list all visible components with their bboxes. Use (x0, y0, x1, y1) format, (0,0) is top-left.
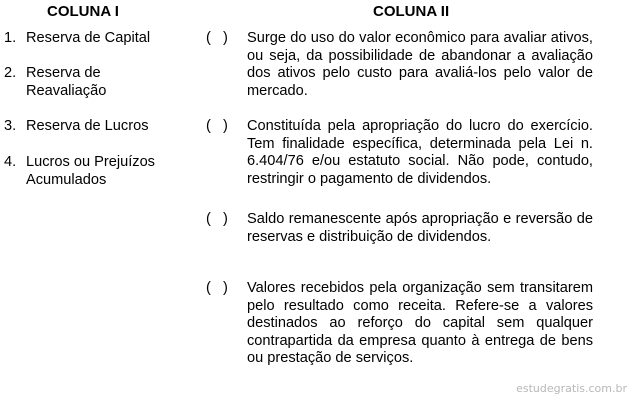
item-text: Reserva de Capital (26, 30, 151, 46)
answer-blank[interactable]: ( ) (206, 280, 228, 296)
item-description: Surge do uso do valor econômico para avaliar ativos, ou seja, da possibilidade de abandonar a avaliação dos ativos pelo custo para avaliá-los pelo valor de mercado. (247, 30, 593, 99)
item-number: 2. (4, 65, 17, 81)
item-text: Reserva de Reavaliação (26, 65, 107, 99)
answer-blank[interactable]: ( ) (206, 118, 228, 134)
item-number: 4. (4, 154, 17, 170)
watermark: estudegratis.com.br (516, 381, 627, 395)
item-number: 3. (4, 118, 17, 134)
item-description: Saldo remanescente após apropriação e reversão de reservas e distribuição de dividendos. (247, 211, 593, 245)
item-description: Valores recebidos pela organização sem transitarem pelo resultado como receita. Refere-se a valores destinados ao reforço do capital sem qualquer contrapartida da empresa quanto à entrega de bens ou prestação de serviços. (247, 280, 593, 366)
item-number: 1. (4, 30, 17, 46)
item-description: Constituída pela apropriação do lucro do exercício. Tem finalidade específica, determinada pela Lei n. 6.404/76 e/ou estatuto social. Não pode, contudo, restringir o pagamento de dividendos. (247, 118, 593, 187)
answer-blank[interactable]: ( ) (206, 30, 228, 46)
answer-blank[interactable]: ( ) (206, 211, 228, 227)
item-text: Reserva de Lucros (26, 118, 149, 134)
item-text: Lucros ou Prejuízos Acumulados (26, 154, 155, 188)
coluna-i-header: COLUNA I (47, 3, 119, 20)
coluna-ii-header: COLUNA II (373, 3, 450, 20)
